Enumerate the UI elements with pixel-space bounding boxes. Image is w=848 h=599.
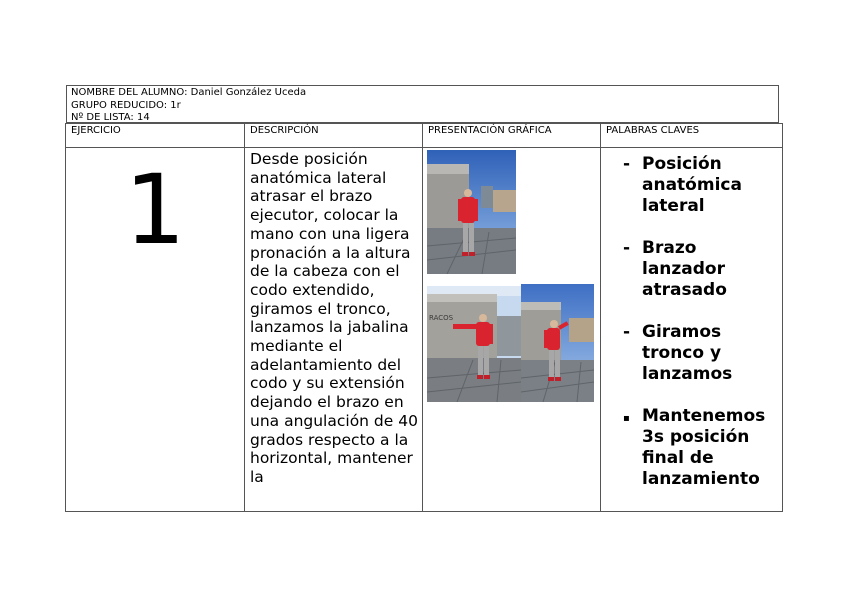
svg-text:RACOS: RACOS [429,314,454,322]
description-cell [245,148,423,512]
photo-throw-release [521,284,594,402]
graphic-cell [423,148,601,512]
keywords-cell [601,148,783,512]
table-header-row [66,124,783,148]
keywords-list [601,148,782,490]
description-text: Desde posición anatómica lateral atrasar el brazo ejecutor, colocar la mano con una ligera pronación a la altura de la cabeza con el codo extendido, giramos el tronco, lanzamos la jabalina mediante el adelantamiento del codo y su extensión dejando el brazo en una angulación de 40 grados respecto a la horizontal, mantener la [250,150,418,486]
exercise-table [65,123,783,512]
exercise-number-cell [66,148,245,512]
photo-arm-back [427,286,521,402]
column-header-keywords: PALABRAS CLAVES [601,124,783,148]
column-header-description: DESCRIPCIÓN [245,124,423,148]
keyword-text: Giramos tronco y lanzamos [642,322,733,384]
exercise-number: 1 [124,154,186,266]
table-row [66,148,783,512]
student-name: NOMBRE DEL ALUMNO: Daniel González Uceda [71,87,307,98]
dash-bullet: - [623,238,631,258]
dash-bullet: - [623,322,631,342]
dash-bullet: - [623,154,631,174]
keyword-text: Posición anatómica lateral [642,154,742,216]
column-header-exercise: EJERCICIO [66,124,245,148]
list-item [623,154,778,217]
photo-standing-position [427,150,516,274]
keyword-text: Brazo lanzador atrasado [642,238,727,300]
column-header-graphic: PRESENTACIÓN GRÁFICA [423,124,601,148]
list-item [623,406,778,490]
square-bullet: ▪ [623,413,630,424]
list-number: Nº DE LISTA: 14 [71,112,150,123]
list-item [623,238,778,301]
student-info-box [66,85,779,123]
list-item [623,322,778,385]
keyword-text: Mantenemos 3s posición final de lanzamiento [642,406,766,489]
group-label: GRUPO REDUCIDO: 1r [71,99,181,111]
